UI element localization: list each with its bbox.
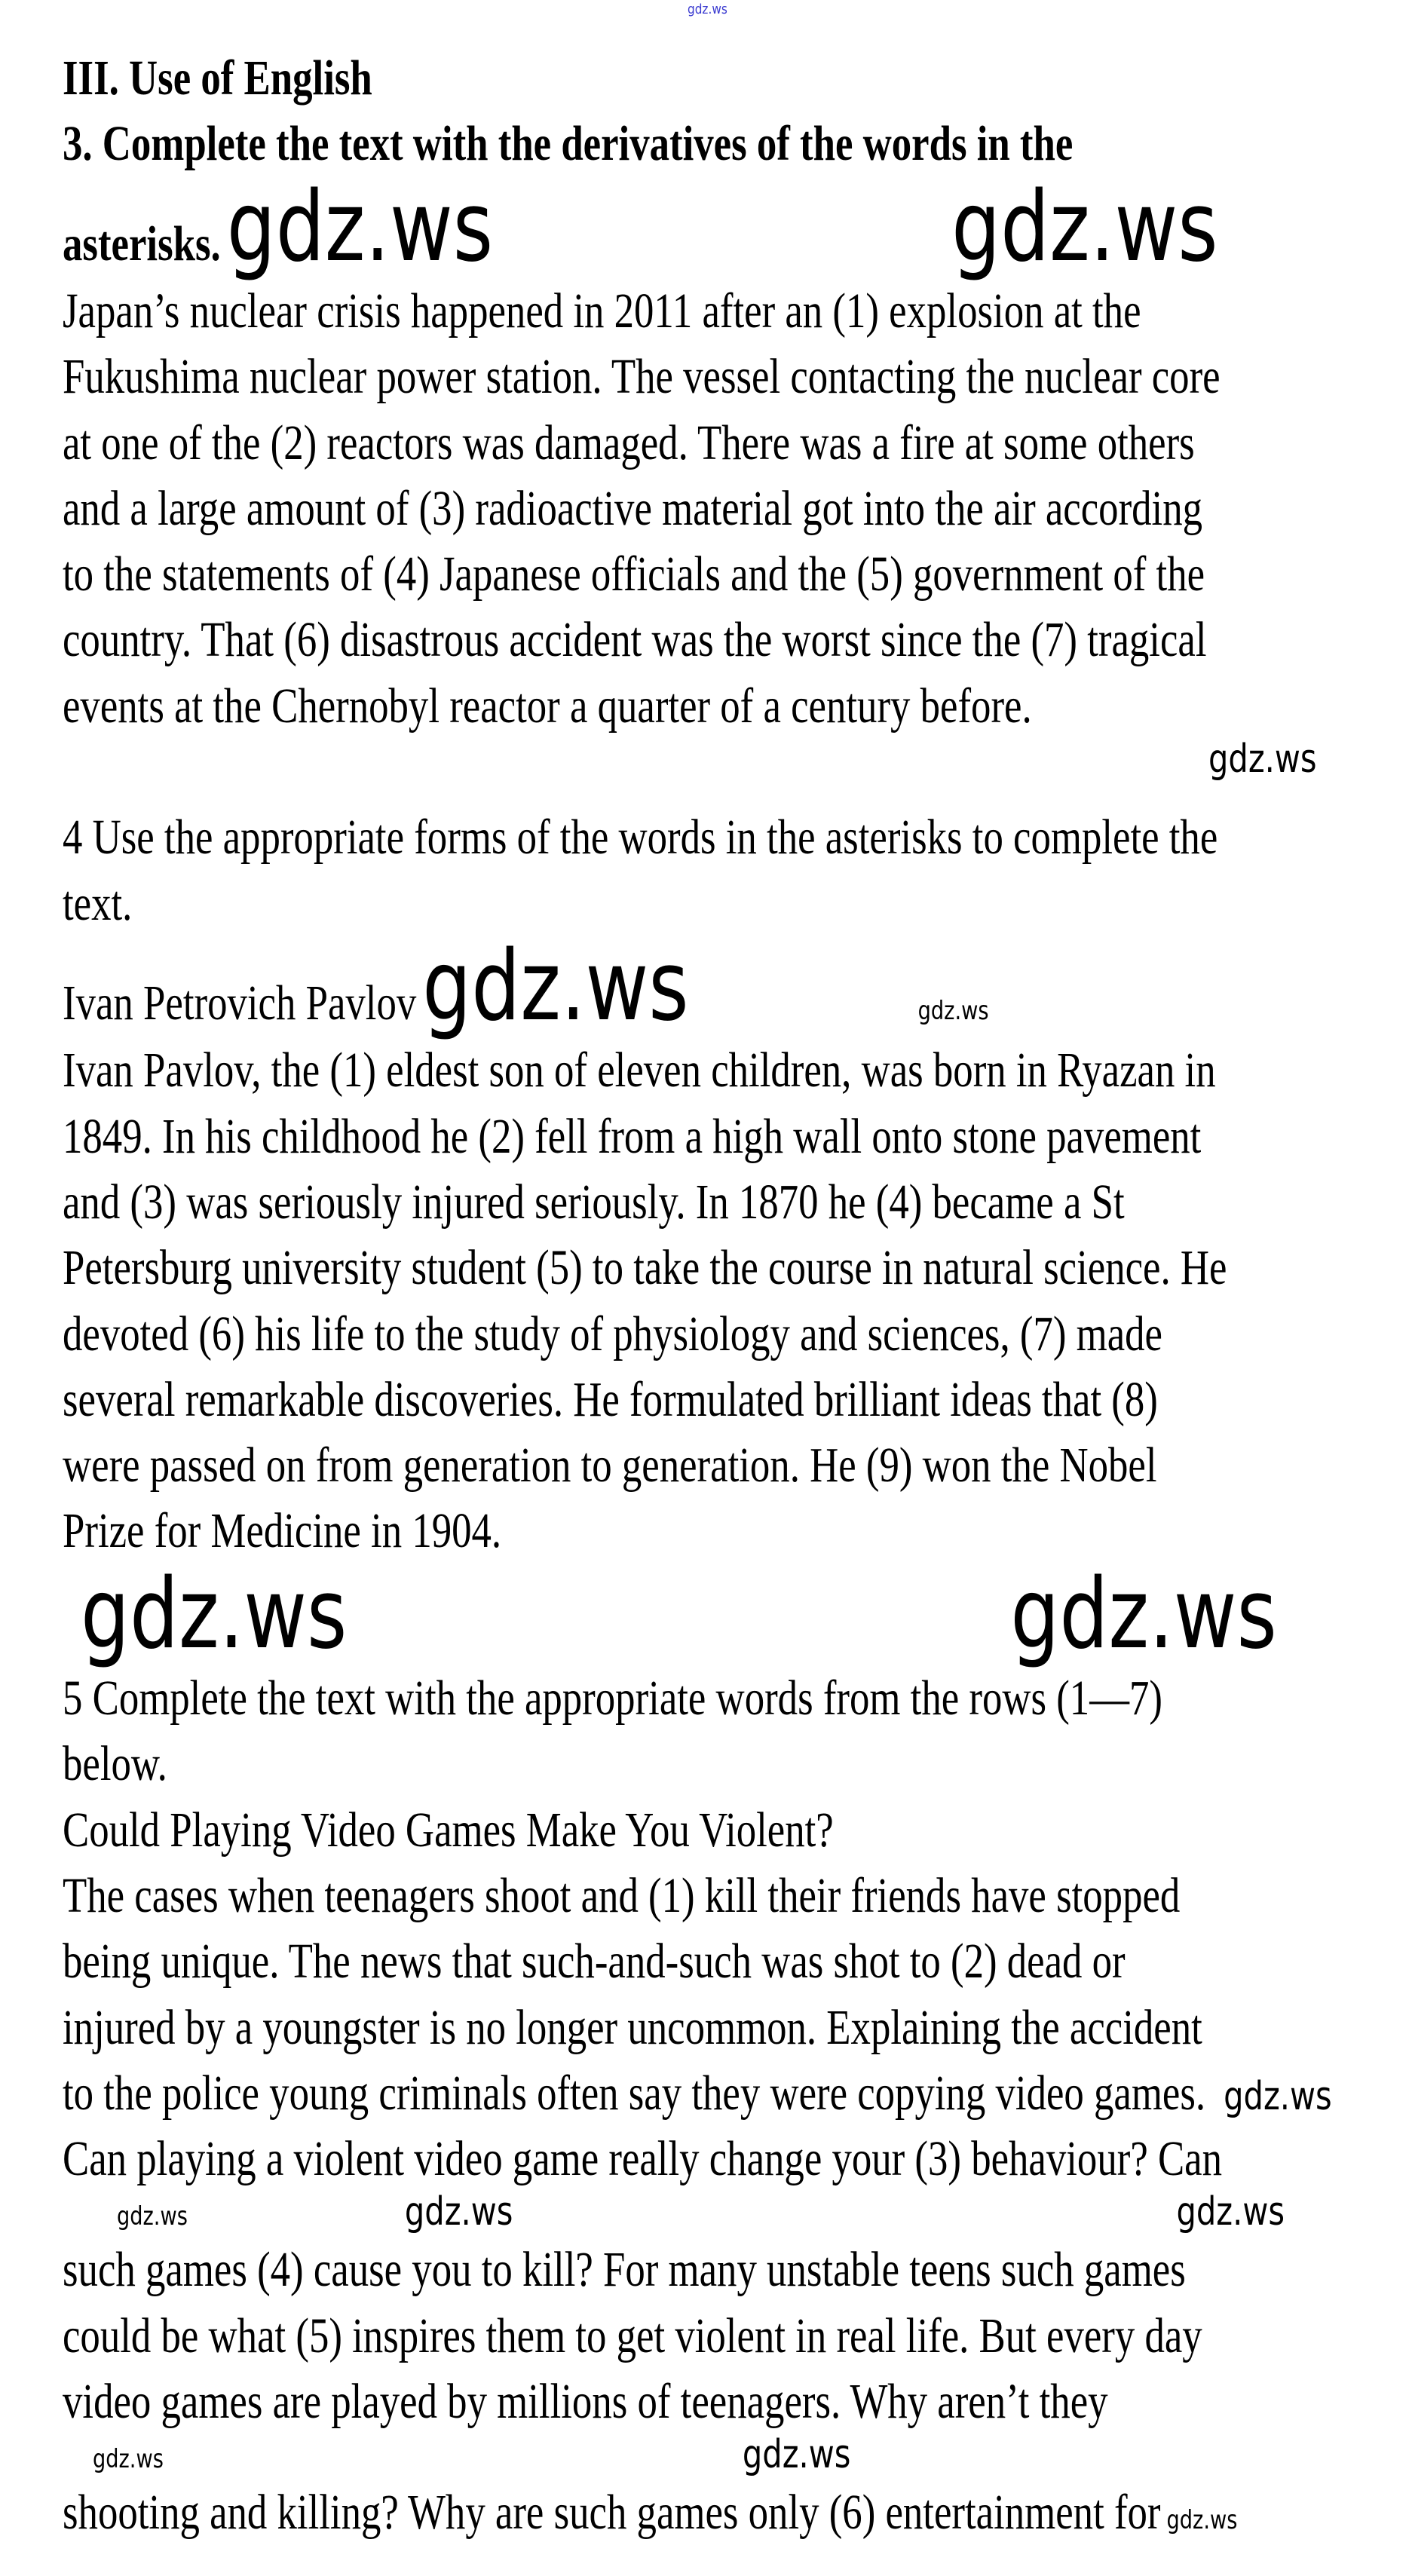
line-row bbox=[63, 45, 372, 111]
heading-line: 3. Complete the text with the derivatives of the words in the bbox=[63, 116, 1074, 172]
text-line: devoted (6) his life to the study of physiology and sciences, (7) made bbox=[63, 1306, 1162, 1362]
text-line: injured by a youngster is no longer uncommon. Explaining the accident bbox=[63, 1999, 1202, 2055]
line-row bbox=[63, 2237, 1186, 2302]
watermark: gdz.ws bbox=[81, 1558, 348, 1671]
heading-line: III. Use of English bbox=[63, 51, 372, 106]
text-line: several remarkable discoveries. He formulated brilliant ideas that (8) bbox=[63, 1371, 1158, 1427]
watermark: gdz.ws bbox=[1208, 737, 1317, 783]
line-row bbox=[63, 1665, 1162, 1731]
watermark-row bbox=[63, 2189, 1285, 2237]
text-line: video games are played by millions of teenagers. Why aren’t they bbox=[63, 2374, 1108, 2430]
line-row bbox=[63, 170, 1218, 283]
line-row bbox=[63, 2303, 1202, 2369]
line-row bbox=[63, 2126, 1222, 2192]
line-row bbox=[63, 111, 1073, 176]
line-row bbox=[63, 739, 1317, 804]
line-row bbox=[63, 2480, 1237, 2545]
line-row bbox=[63, 871, 132, 936]
text-line: at one of the (2) reactors was damaged. There was a fire at some others bbox=[63, 415, 1195, 470]
watermark: gdz.ws bbox=[742, 2432, 851, 2478]
line-row bbox=[63, 1995, 1202, 2060]
text-line: country. That (6) disastrous accident was the worst since the (7) tragical bbox=[63, 612, 1207, 668]
line-row bbox=[63, 673, 1032, 739]
line-row bbox=[63, 1863, 1180, 1928]
text-line: to the statements of (4) Japanese officials and the (5) government of the bbox=[63, 547, 1205, 602]
watermark: gdz.ws bbox=[1224, 2073, 1332, 2119]
line-row bbox=[63, 1235, 1227, 1300]
watermark: gdz.ws bbox=[422, 930, 689, 1043]
text-line: The cases when teenagers shoot and (1) kill their friends have stopped bbox=[63, 1868, 1181, 1923]
text-line: Prize for Medicine in 1904. bbox=[63, 1503, 502, 1559]
watermark: gdz.ws bbox=[117, 2201, 188, 2232]
line-row bbox=[63, 1558, 1277, 1671]
text-line: Petersburg university student (5) to take the course in natural science. He bbox=[63, 1240, 1227, 1296]
line-row bbox=[63, 344, 1221, 409]
text-line: below. bbox=[63, 1736, 167, 1792]
watermark: gdz.ws bbox=[1010, 1558, 1277, 1671]
text-line: 4 Use the appropriate forms of the words in the asterisks to complete the bbox=[63, 810, 1218, 865]
watermark: gdz.ws bbox=[688, 2, 727, 17]
line-row bbox=[63, 1367, 1158, 1432]
watermark: gdz.ws bbox=[951, 170, 1218, 283]
text-line: events at the Chernobyl reactor a quarter of a century before. bbox=[63, 678, 1032, 734]
text-line: Can playing a violent video game really change your (3) behaviour? Can bbox=[63, 2131, 1223, 2187]
text-line: Ivan Petrovich Pavlov bbox=[63, 975, 417, 1031]
text-line: 1849. In his childhood he (2) fell from a high wall onto stone pavement bbox=[63, 1108, 1202, 1164]
line-row bbox=[63, 2369, 1108, 2434]
line-row bbox=[63, 1037, 1216, 1103]
watermark: gdz.ws bbox=[226, 170, 494, 283]
text-line: Ivan Pavlov, the (1) eldest son of eleven children, was born in Ryazan in bbox=[63, 1043, 1216, 1098]
text-line: to the police young criminals often say they were copying video games. bbox=[63, 2065, 1206, 2121]
line-row bbox=[63, 278, 1141, 344]
line-row bbox=[63, 2060, 1332, 2126]
line-row bbox=[63, 1169, 1125, 1235]
text-line: Japan’s nuclear crisis happened in 2011 after an (1) explosion at the bbox=[63, 283, 1141, 338]
line-row bbox=[63, 607, 1207, 672]
line-row bbox=[63, 1432, 1157, 1498]
text-line: shooting and killing? Why are such games only (6) entertainment for bbox=[63, 2485, 1161, 2541]
line-row bbox=[63, 1928, 1126, 1994]
watermark: gdz.ws bbox=[917, 995, 989, 1026]
watermark-row bbox=[63, 2434, 850, 2480]
text-line: Could Playing Video Games Make You Violent? bbox=[63, 1802, 834, 1858]
text-line: Fukushima nuclear power station. The vessel contacting the nuclear core bbox=[63, 349, 1221, 405]
watermark: gdz.ws bbox=[1166, 2505, 1238, 2536]
text-line: 5 Complete the text with the appropriate words from the rows (1—7) bbox=[63, 1671, 1162, 1726]
document-body bbox=[63, 45, 1412, 2546]
line-row bbox=[63, 1498, 501, 1564]
watermark: gdz.ws bbox=[1176, 2189, 1285, 2235]
line-row bbox=[63, 1731, 167, 1796]
text-line: and a large amount of (3) radioactive material got into the air according bbox=[63, 480, 1203, 536]
line-row bbox=[63, 410, 1195, 476]
line-row bbox=[63, 804, 1218, 870]
text-line: could be what (5) inspires them to get violent in real life. But every day bbox=[63, 2308, 1202, 2363]
line-row bbox=[63, 541, 1205, 607]
text-line: were passed on from generation to generation. He (9) won the Nobel bbox=[63, 1438, 1157, 1493]
heading-line: asterisks. bbox=[63, 216, 221, 271]
text-line: text. bbox=[63, 875, 133, 931]
watermark: gdz.ws bbox=[93, 2444, 164, 2475]
text-line: such games (4) cause you to kill? For many unstable teens such games bbox=[63, 2242, 1186, 2298]
watermark: gdz.ws bbox=[404, 2189, 513, 2235]
line-row bbox=[63, 930, 989, 1043]
line-row bbox=[63, 476, 1202, 541]
line-row bbox=[63, 1797, 834, 1863]
line-row bbox=[63, 1301, 1162, 1367]
text-line: being unique. The news that such-and-such was shot to (2) dead or bbox=[63, 1934, 1126, 1989]
text-line: and (3) was seriously injured seriously. In 1870 he (4) became a St bbox=[63, 1174, 1125, 1230]
line-row bbox=[63, 1104, 1201, 1169]
